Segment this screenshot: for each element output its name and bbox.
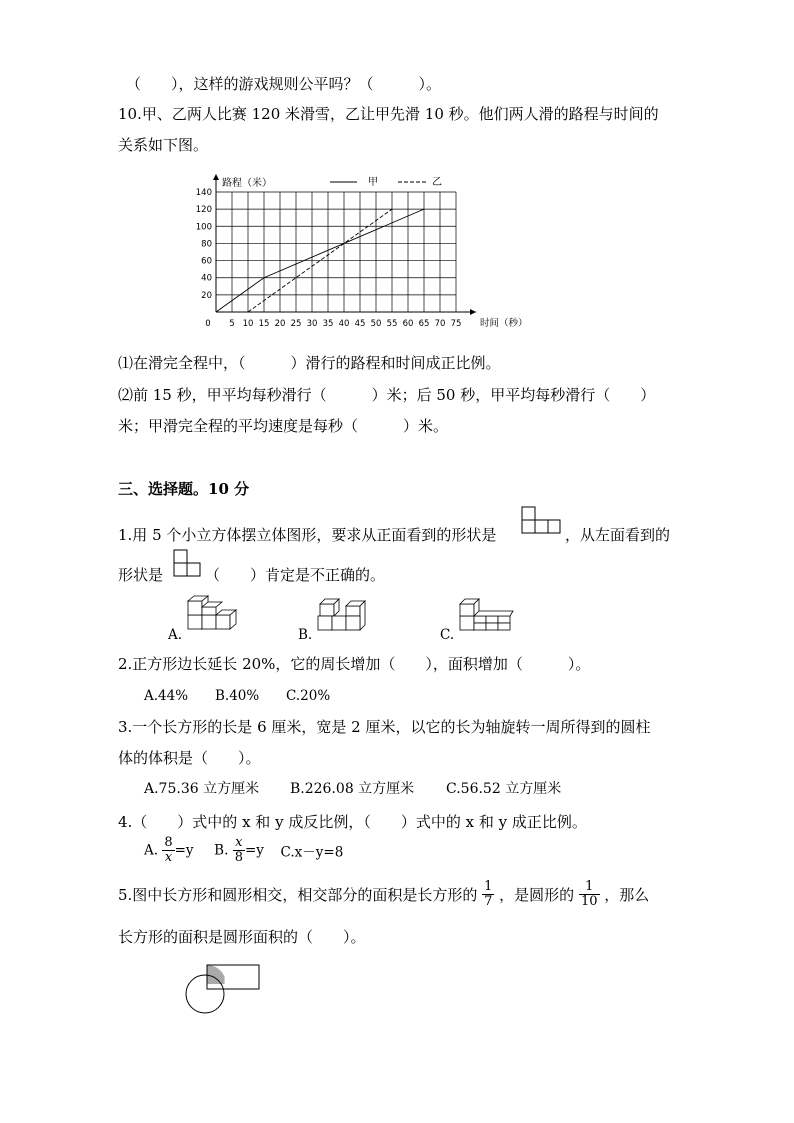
q10-sub2b: 米；甲滑完全程的平均速度是每秒（ ）米。 <box>118 417 449 435</box>
s3-q5-fraction2 <box>579 880 600 909</box>
x-tick-label: 45 <box>354 319 366 329</box>
fraction-denominator: 8 <box>234 850 243 865</box>
s3-q5-line1a: 5.图中长方形和圆形相交，相交部分的面积是长方形的 <box>118 886 478 904</box>
left-view-figure <box>172 548 202 578</box>
q10-sub2a: ⑵前 15 秒，甲平均每秒滑行（ ）米；后 50 秒，甲平均每秒滑行（ ） <box>118 386 656 404</box>
s3-q4-b-label: B. <box>214 842 229 859</box>
s3-q4-b-tail: =y <box>244 842 264 859</box>
fraction-numerator: 1 <box>484 879 493 894</box>
s3-q1-option-c: C. <box>440 627 455 643</box>
x-tick-label: 55 <box>386 319 398 329</box>
s3-q3-option-c: C.56.52 立方厘米 <box>446 781 562 797</box>
fraction-numerator: 8 <box>164 835 173 850</box>
x-tick-label: 5 <box>229 319 235 329</box>
s3-q1-line2b: （ ）肯定是不正确的。 <box>205 566 386 584</box>
front-view-figure <box>520 505 562 535</box>
x-axis-label: 时间（秒） <box>480 318 528 329</box>
x-tick-label: 70 <box>434 319 446 329</box>
q10-line1: 10.甲、乙两人比赛 120 米滑雪，乙让甲先滑 10 秒。他们两人滑的路程与时间的 <box>118 105 659 123</box>
x-tick-label: 40 <box>338 319 350 329</box>
circle-rectangle-figure <box>180 960 266 1018</box>
s3-q5-line1b: ，是圆形的 <box>499 886 575 904</box>
q10-sub1: ⑴在滑完全程中，（ ）滑行的路程和时间成正比例。 <box>118 354 501 372</box>
x-tick-label: 75 <box>450 319 462 329</box>
x-tick-label: 20 <box>274 319 286 329</box>
distance-time-chart <box>190 170 550 335</box>
y-tick-label: 60 <box>201 256 212 267</box>
prev-question-tail: （ ），这样的游戏规则公平吗？（ ）。 <box>126 75 442 93</box>
s3-q4-options <box>144 836 343 865</box>
s3-q5-line2: 长方形的面积是圆形面积的（ ）。 <box>118 928 366 946</box>
x-tick-label: 35 <box>322 319 334 329</box>
fraction-denominator: 7 <box>484 894 493 909</box>
s3-q1-line1b: ，从左面看到的 <box>565 526 671 544</box>
x-tick-label: 10 <box>242 319 254 329</box>
x-tick-label: 50 <box>370 319 382 329</box>
q10-line2: 关系如下图。 <box>118 136 209 154</box>
s3-q1-option-b: B. <box>298 627 313 643</box>
y-axis-arrow <box>213 174 219 180</box>
legend-yi-label: 乙 <box>432 177 442 188</box>
x-tick-label: 60 <box>402 319 414 329</box>
s3-q4-a-tail: =y <box>174 842 194 859</box>
s3-q2-option-a: A.44% <box>144 688 189 704</box>
section3-title: 三、选择题。10 分 <box>118 480 250 498</box>
s3-q3-line2: 体的体积是（ ）。 <box>118 749 261 767</box>
s3-q4-text: 4.（ ）式中的 x 和 y 成反比例，（ ）式中的 x 和 y 成正比例。 <box>118 813 587 831</box>
y-axis-label: 路程（米） <box>222 178 272 189</box>
fraction-numerator: 1 <box>579 880 600 895</box>
s3-q1-line1a: 1.用 5 个小立方体摆立体图形，要求从正面看到的形状是 <box>118 526 497 544</box>
x-tick-label: 30 <box>306 319 318 329</box>
s3-q4-c-text: C.x－y=8 <box>280 844 344 861</box>
y-tick-label: 40 <box>201 273 212 284</box>
x-tick-label: 15 <box>258 319 270 329</box>
s3-q2-option-c: C.20% <box>286 688 331 704</box>
y-tick-label: 120 <box>195 205 212 216</box>
s3-q1-line2a: 形状是 <box>118 566 164 584</box>
s3-q5-line1 <box>118 880 649 909</box>
y-tick-label: 140 <box>195 188 212 198</box>
s3-q4-a-label: A. <box>144 842 159 859</box>
s3-q5-fraction1 <box>482 880 494 909</box>
x-tick-label: 25 <box>290 319 302 329</box>
y-tick-label: 80 <box>201 239 212 250</box>
fraction-denominator: x <box>164 850 173 865</box>
s3-q3-option-a: A.75.36 立方厘米 <box>144 781 260 797</box>
s3-q1-option-a: A. <box>168 627 183 643</box>
legend-jia-label: 甲 <box>368 177 378 188</box>
s3-q4-a-fraction <box>162 836 174 865</box>
cube-figure-a <box>186 595 246 637</box>
s3-q4-b-fraction <box>233 836 245 865</box>
cube-figure-c <box>458 598 516 638</box>
s3-q5-line1c: ，那么 <box>604 886 650 904</box>
fraction-numerator: x <box>233 836 245 851</box>
x-tick-label: 65 <box>418 319 430 329</box>
s3-q2-text: 2.正方形边长延长 20%，它的周长增加（ ），面积增加（ ）。 <box>118 655 591 673</box>
y-tick-label: 20 <box>201 290 212 301</box>
s3-q2-option-b: B.40% <box>215 688 260 704</box>
fraction-denominator: 10 <box>580 894 598 909</box>
s3-q3-line1: 3.一个长方形的长是 6 厘米，宽是 2 厘米，以它的长为轴旋转一周所得到的圆柱 <box>118 718 651 736</box>
x-tick-label: 0 <box>205 319 211 329</box>
y-tick-label: 100 <box>195 222 212 233</box>
s3-q3-option-b: B.226.08 立方厘米 <box>290 781 415 797</box>
cube-figure-b <box>316 596 370 638</box>
x-axis-arrow <box>470 309 476 315</box>
